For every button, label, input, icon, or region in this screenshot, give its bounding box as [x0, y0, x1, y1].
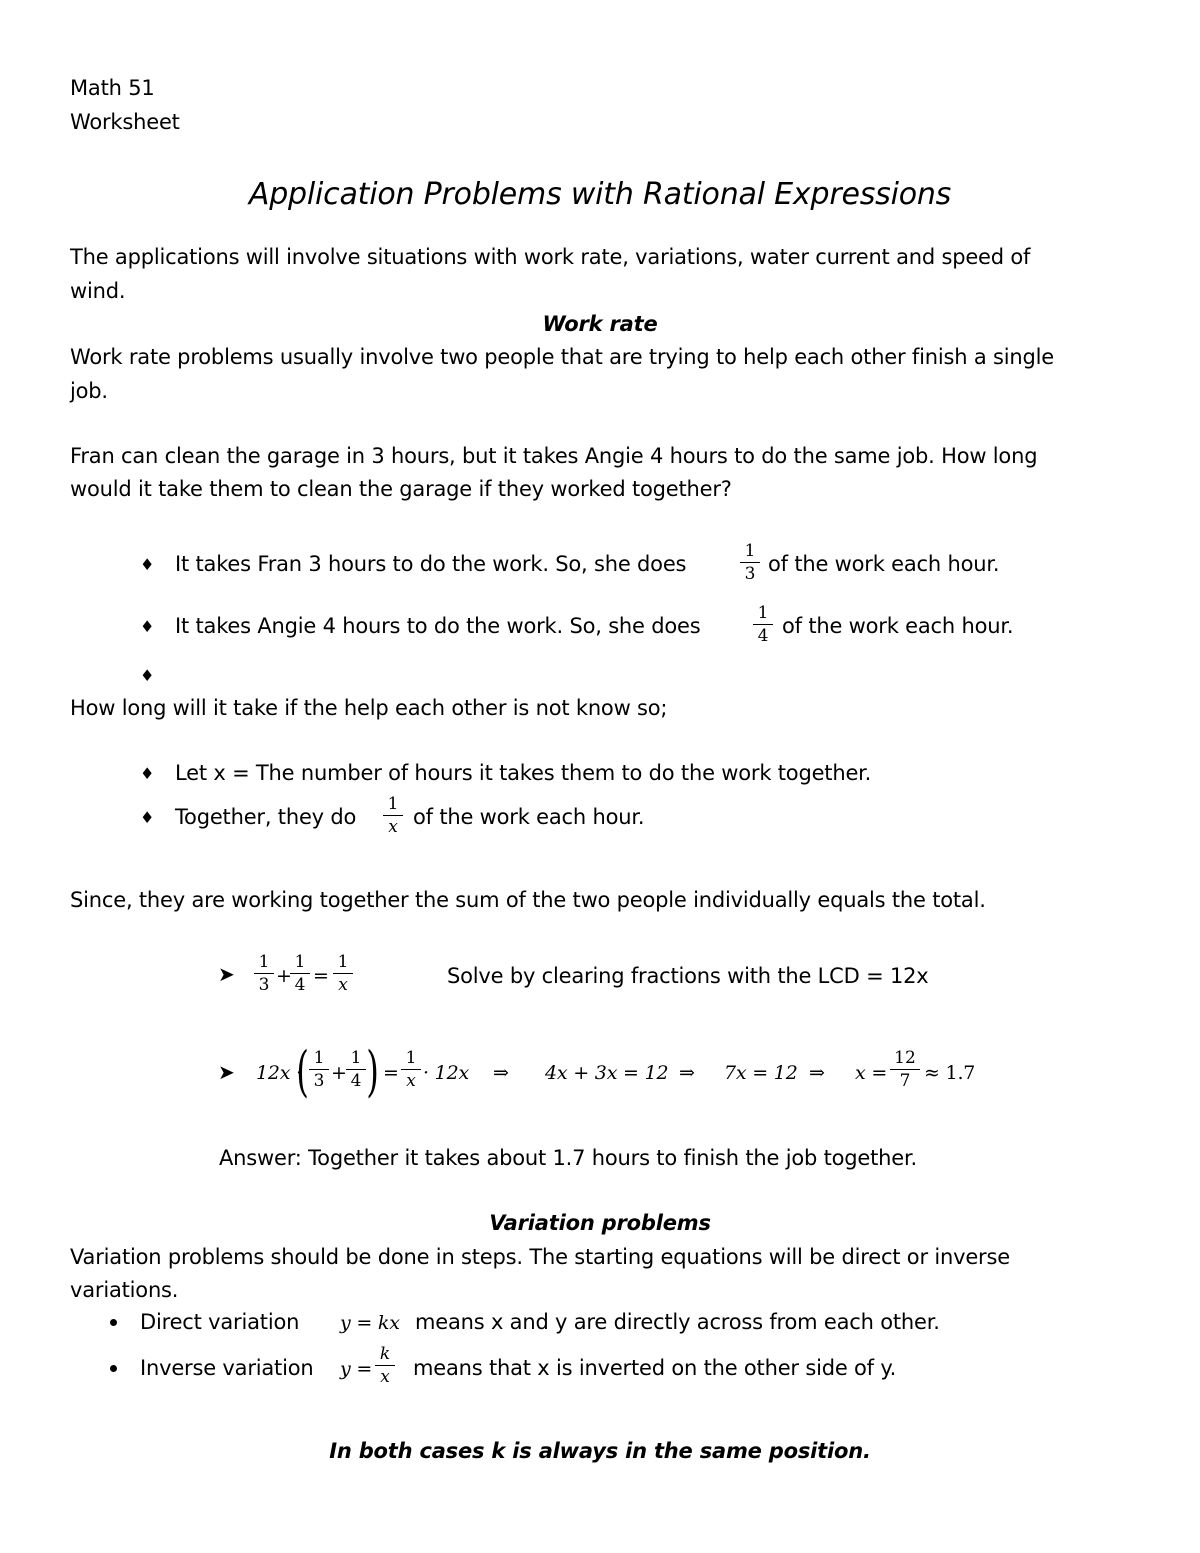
- direct-variation-formula: y = kx: [340, 1312, 400, 1334]
- how-long-text: How long will it take if the help each other is not know so;: [70, 696, 668, 720]
- eq2-times-12x: · 12x: [423, 1062, 469, 1084]
- implies-arrow-icon: ⇒: [679, 1062, 695, 1084]
- arrowhead-bullet-icon: ➤: [218, 962, 235, 986]
- fraction-numerator: 1: [337, 952, 349, 972]
- fraction-denominator: 3: [313, 1071, 325, 1091]
- let-x-text: Let x = The number of hours it takes them to do the work together.: [175, 761, 872, 785]
- fraction-one-third: [740, 541, 760, 584]
- fraction-denominator: x: [406, 1071, 416, 1091]
- right-paren: ): [366, 1040, 379, 1103]
- direct-variation-label: Direct variation: [140, 1310, 300, 1334]
- equals-sign: =: [313, 965, 329, 987]
- fraction-numerator: 1: [757, 603, 769, 623]
- eq2-approx: ≈ 1.7: [924, 1062, 976, 1084]
- variation-desc-1: Variation problems should be done in steps. The starting equations will be direct or inverse: [70, 1245, 1010, 1269]
- implies-arrow-icon: ⇒: [493, 1062, 509, 1084]
- fraction-denominator: 4: [757, 626, 769, 646]
- fraction-twelve-sevenths: [890, 1048, 920, 1091]
- document-type: Worksheet: [70, 110, 180, 134]
- diamond-bullet-icon: ♦: [140, 764, 155, 783]
- bullet-dot-icon: [110, 1365, 117, 1372]
- problem-line-2: would it take them to clean the garage if they worked together?: [70, 477, 732, 501]
- fraction-one-third: [309, 1048, 329, 1091]
- plus-sign: +: [276, 965, 292, 987]
- diamond-bullet-icon: ♦: [140, 666, 155, 685]
- fraction-denominator: 4: [350, 1071, 362, 1091]
- fraction-numerator: 1: [405, 1048, 417, 1068]
- direct-variation-desc: means x and y are directly across from each other.: [415, 1310, 940, 1334]
- inverse-variation-label: Inverse variation: [140, 1356, 314, 1380]
- together-text: Together, they do: [175, 805, 357, 829]
- fraction-numerator: 1: [744, 541, 756, 561]
- eq2-lhs: x =: [855, 1062, 888, 1084]
- fraction-numerator: 1: [258, 952, 270, 972]
- inverse-variation-desc: means that x is inverted on the other side of y.: [413, 1356, 897, 1380]
- fraction-denominator: 3: [258, 975, 270, 995]
- bullet-angie-post: of the work each hour.: [782, 614, 1014, 638]
- arrowhead-bullet-icon: ➤: [218, 1060, 235, 1084]
- bullet-fran-text: It takes Fran 3 hours to do the work. So, she does: [175, 552, 687, 576]
- fraction-one-over-x: [333, 952, 353, 995]
- variation-heading: Variation problems: [489, 1211, 711, 1235]
- work-rate-desc-1: Work rate problems usually involve two people that are trying to help each other finish a single: [70, 345, 1054, 369]
- fraction-one-over-x: [383, 794, 403, 837]
- fraction-denominator: x: [338, 975, 348, 995]
- fraction-numerator: 1: [387, 794, 399, 814]
- fraction-numerator: k: [379, 1344, 391, 1364]
- fraction-k-over-x: [375, 1344, 395, 1387]
- fraction-denominator: 4: [294, 975, 306, 995]
- plus-sign: +: [331, 1062, 347, 1084]
- solve-lcd-text: Solve by clearing fractions with the LCD = 12x: [447, 964, 929, 988]
- work-rate-desc-2: job.: [70, 379, 108, 403]
- fraction-denominator: x: [380, 1367, 390, 1387]
- variation-desc-2: variations.: [70, 1278, 179, 1302]
- fraction-one-over-x: [401, 1048, 421, 1091]
- bullet-dot-icon: [110, 1319, 117, 1326]
- fraction-one-fourth: [290, 952, 310, 995]
- together-post: of the work each hour.: [413, 805, 645, 829]
- course-name: Math 51: [70, 76, 155, 100]
- inverse-variation-lhs: y =: [340, 1358, 373, 1380]
- fraction-one-third: [254, 952, 274, 995]
- page-title: Application Problems with Rational Expressions: [248, 177, 952, 212]
- implies-arrow-icon: ⇒: [809, 1062, 825, 1084]
- fraction-numerator: 1: [313, 1048, 325, 1068]
- variation-note: In both cases k is always in the same position.: [329, 1439, 871, 1463]
- bullet-fran-post: of the work each hour.: [768, 552, 1000, 576]
- fraction-one-fourth: [753, 603, 773, 646]
- diamond-bullet-icon: ♦: [140, 617, 155, 636]
- work-rate-heading: Work rate: [542, 312, 658, 336]
- eq2-step1: 4x + 3x = 12: [545, 1062, 669, 1084]
- since-text: Since, they are working together the sum of the two people individually equals the total.: [70, 888, 986, 912]
- eq2-step2: 7x = 12: [724, 1062, 798, 1084]
- fraction-denominator: 3: [744, 564, 756, 584]
- fraction-denominator: x: [388, 817, 398, 837]
- intro-line-2: wind.: [70, 279, 126, 303]
- bullet-angie-text: It takes Angie 4 hours to do the work. So, she does: [175, 614, 701, 638]
- diamond-bullet-icon: ♦: [140, 808, 155, 827]
- fraction-numerator: 1: [294, 952, 306, 972]
- eq2-lead: 12x ·: [256, 1062, 302, 1084]
- diamond-bullet-icon: ♦: [140, 555, 155, 574]
- left-paren: (: [296, 1040, 309, 1103]
- problem-line-1: Fran can clean the garage in 3 hours, but it takes Angie 4 hours to do the same job. How long: [70, 444, 1038, 468]
- intro-line-1: The applications will involve situations with work rate, variations, water current and speed of: [70, 245, 1031, 269]
- answer-text: Answer: Together it takes about 1.7 hours to finish the job together.: [219, 1146, 917, 1170]
- fraction-one-fourth: [346, 1048, 366, 1091]
- fraction-numerator: 12: [894, 1048, 916, 1068]
- equals-sign: =: [383, 1062, 399, 1084]
- fraction-denominator: 7: [899, 1071, 911, 1091]
- fraction-numerator: 1: [350, 1048, 362, 1068]
